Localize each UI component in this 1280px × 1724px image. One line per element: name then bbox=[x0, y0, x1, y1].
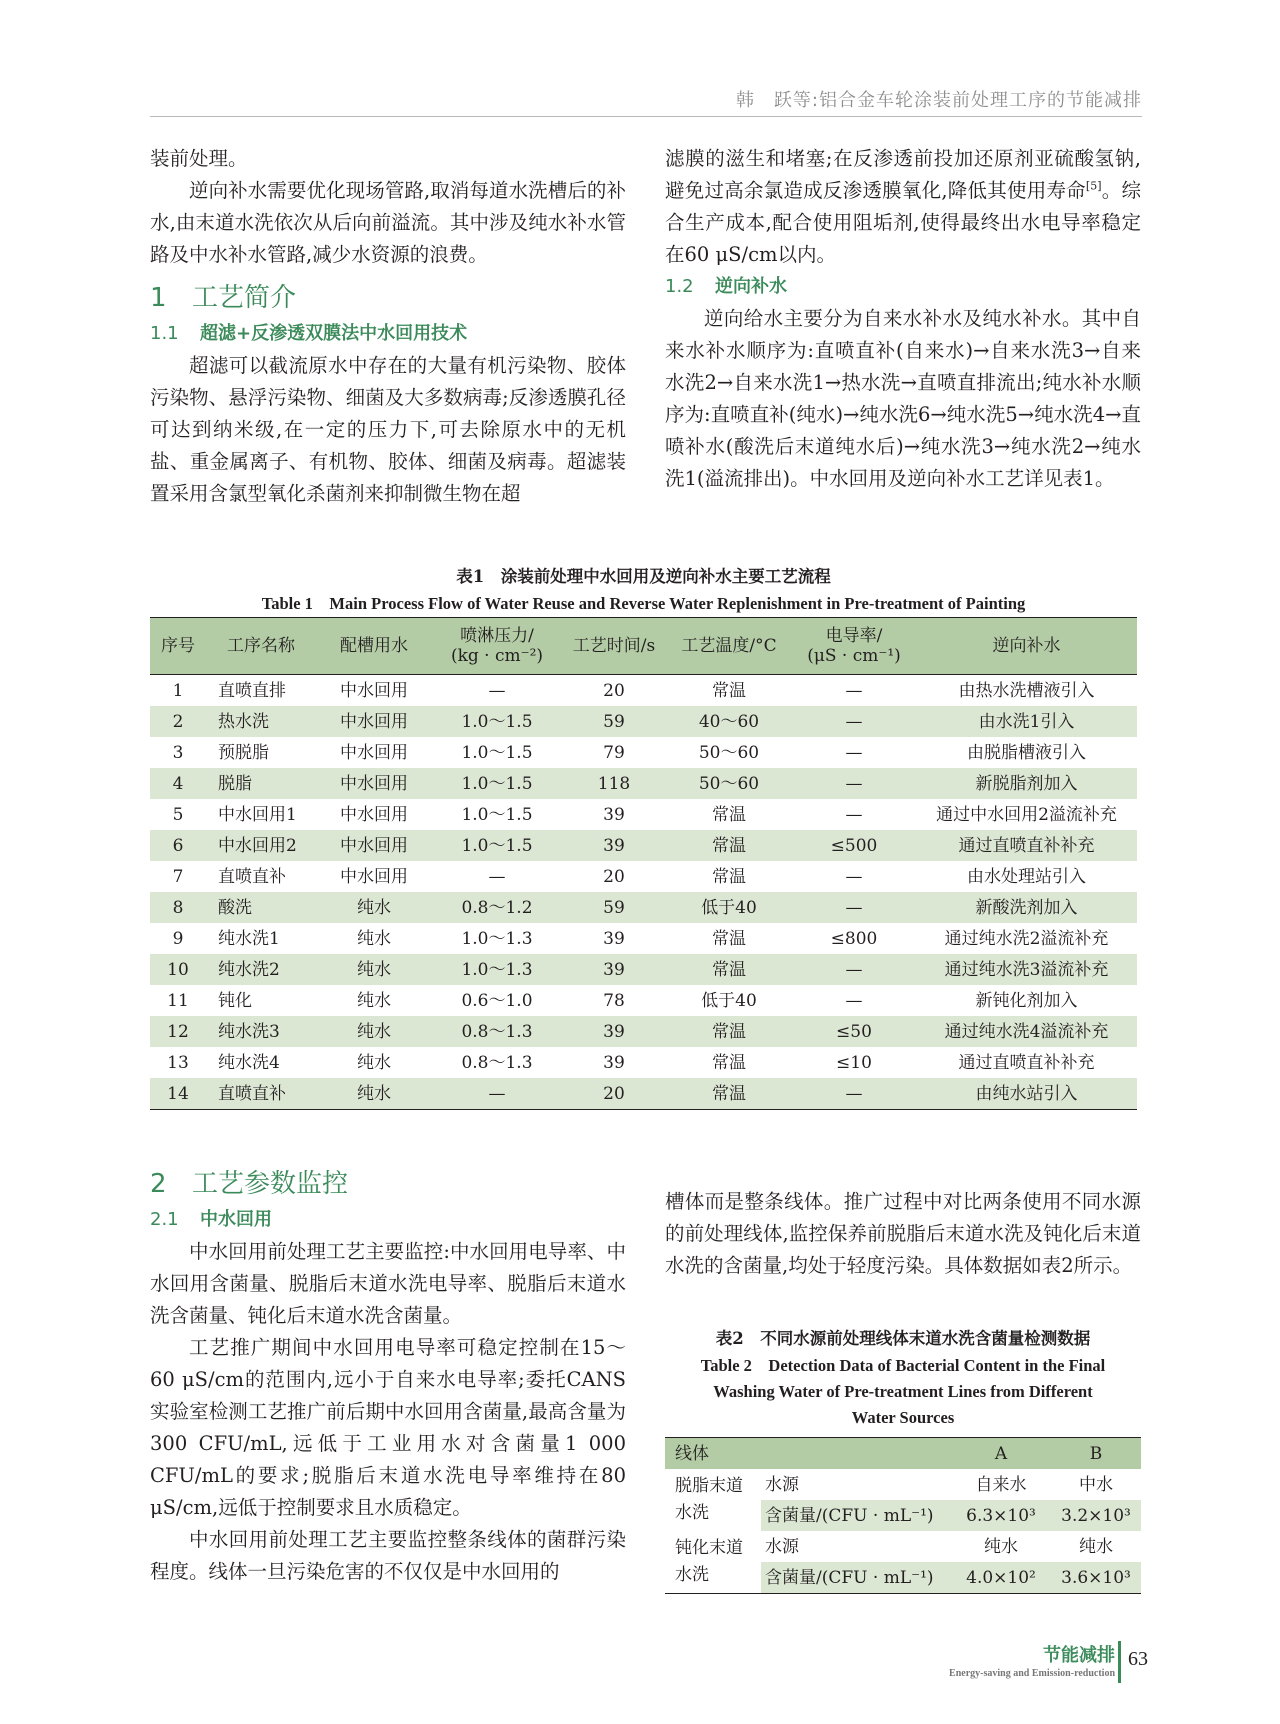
table-cell: 常温 bbox=[712, 680, 746, 701]
table-cell: — bbox=[792, 892, 916, 923]
table-cell: 12 bbox=[150, 1016, 206, 1047]
table-cell: 14 bbox=[150, 1078, 206, 1110]
subsection-title: 中水回用 bbox=[200, 1209, 272, 1230]
header-cell: 工序名称 bbox=[206, 618, 316, 675]
table-cell: — bbox=[845, 866, 863, 887]
header-cell: 喷淋压力/ (kg · cm⁻²) bbox=[432, 618, 562, 675]
table-cell: 通过纯水洗2溢流补充 bbox=[944, 928, 1109, 949]
table-row bbox=[150, 706, 1137, 737]
table-cell: 中水回用 bbox=[316, 830, 432, 861]
table-cell: ≤800 bbox=[830, 928, 878, 949]
table-cell: 常温 bbox=[666, 1078, 792, 1110]
table-cell: 1.0～1.5 bbox=[432, 830, 562, 861]
table-cell: 低于40 bbox=[701, 990, 757, 1011]
table-cell: 纯水 bbox=[357, 928, 391, 949]
table-cell: — bbox=[845, 804, 863, 825]
section-1-heading bbox=[150, 278, 626, 318]
table-cell: 1.0～1.5 bbox=[461, 742, 533, 763]
table-cell: 新脱脂剂加入 bbox=[916, 768, 1137, 799]
header-cell: B bbox=[1051, 1438, 1141, 1470]
table-cell: 10 bbox=[150, 954, 206, 985]
table-cell: — bbox=[792, 954, 916, 985]
table-cell: 39 bbox=[562, 1016, 666, 1047]
table-cell: 59 bbox=[562, 892, 666, 923]
page-number: 63 bbox=[1128, 1648, 1148, 1670]
table2-caption bbox=[665, 1325, 1141, 1431]
table-cell: 纯水 bbox=[357, 990, 391, 1011]
table-cell: 1 bbox=[172, 680, 184, 701]
table-cell: 13 bbox=[167, 1052, 189, 1073]
table-cell: 低于40 bbox=[666, 892, 792, 923]
table-cell: 纯水洗3 bbox=[206, 1016, 316, 1047]
table-row bbox=[150, 1047, 1137, 1078]
table-cell: — bbox=[792, 706, 916, 737]
section-number: 1 bbox=[150, 283, 167, 313]
table-cell: 纯水洗1 bbox=[218, 928, 280, 949]
table-cell: 通过直喷直补补充 bbox=[916, 830, 1137, 861]
table-row bbox=[150, 799, 1137, 830]
table-cell: 0.6～1.0 bbox=[461, 990, 533, 1011]
paragraph-monitoring: 中水回用前处理工艺主要监控:中水回用电导率、中水回用含菌量、脱脂后末道水洗电导率、脱脂后末道水洗含菌量、钝化后末道水洗含菌量。 bbox=[150, 1240, 626, 1327]
left-column-bottom bbox=[150, 1164, 626, 1588]
paragraph-reverse-water: 逆向补水需要优化现场管路,取消每道水洗槽后的补水,由末道水洗依次从后向前溢流。其中涉及纯水补水管路及中水补水管路,减少水资源的浪费。 bbox=[150, 179, 626, 266]
table-cell: — bbox=[488, 866, 506, 887]
table-cell: — bbox=[845, 680, 863, 701]
table-cell: — bbox=[792, 768, 916, 799]
left-column-top bbox=[150, 143, 626, 510]
table-cell: 1.0～1.5 bbox=[461, 804, 533, 825]
cell: 含菌量/(CFU · mL⁻¹) bbox=[761, 1500, 951, 1531]
table-cell: 7 bbox=[172, 866, 184, 887]
table-cell: 脱脂 bbox=[206, 768, 316, 799]
cell: 3.2×10³ bbox=[1051, 1500, 1141, 1531]
table-cell: 39 bbox=[562, 954, 666, 985]
table-cell: 20 bbox=[603, 680, 625, 701]
subsection-title: 逆向补水 bbox=[715, 276, 787, 297]
table-cell: 59 bbox=[562, 706, 666, 737]
cell: 水源 bbox=[765, 1536, 799, 1557]
table-cell: 直喷直补 bbox=[206, 1078, 316, 1110]
cell: 6.3×10³ bbox=[951, 1500, 1051, 1531]
table-cell: 常温 bbox=[712, 804, 746, 825]
table-cell: 50～60 bbox=[666, 768, 792, 799]
table-cell: 纯水洗2 bbox=[206, 954, 316, 985]
subsection-1-1-heading bbox=[150, 318, 626, 350]
table-cell: 50～60 bbox=[698, 742, 760, 763]
table-cell: 20 bbox=[562, 1078, 666, 1110]
table-cell: ≤50 bbox=[792, 1016, 916, 1047]
table-cell: 6 bbox=[150, 830, 206, 861]
table2-caption-en-line1: Table 2 Detection Data of Bacterial Content in the Final bbox=[700, 1356, 1106, 1375]
citation-ref: [5] bbox=[1085, 179, 1102, 193]
header-cell: 工艺温度/°C bbox=[666, 618, 792, 675]
table1 bbox=[150, 617, 1137, 1110]
header-cell: 线体 bbox=[665, 1438, 951, 1470]
table-cell: 常温 bbox=[666, 954, 792, 985]
table1-header-row bbox=[150, 618, 1137, 675]
table-cell: 5 bbox=[172, 804, 184, 825]
running-head: 韩 跃等:铝合金车轮涂装前处理工序的节能减排 bbox=[150, 86, 1142, 117]
table2-caption-en-line2: Washing Water of Pre-treatment Lines from Different bbox=[713, 1382, 1093, 1401]
subsection-2-1-heading bbox=[150, 1204, 626, 1236]
table-cell: 中水回用 bbox=[340, 866, 408, 887]
table-cell: 1.0～1.5 bbox=[432, 706, 562, 737]
table-cell: 钝化 bbox=[218, 990, 252, 1011]
table-cell: 纯水 bbox=[316, 892, 432, 923]
table-cell: 预脱脂 bbox=[218, 742, 269, 763]
table-cell: — bbox=[792, 1078, 916, 1110]
cell: 3.6×10³ bbox=[1051, 1562, 1141, 1594]
table1-body bbox=[150, 675, 1137, 1110]
table-row bbox=[665, 1469, 1141, 1500]
section-2-heading bbox=[150, 1164, 626, 1204]
table-row bbox=[150, 768, 1137, 799]
table-row bbox=[150, 830, 1137, 861]
table-cell: 常温 bbox=[712, 866, 746, 887]
table-cell: 新钝化剂加入 bbox=[975, 990, 1078, 1011]
cell: 4.0×10² bbox=[951, 1562, 1051, 1594]
table-cell: — bbox=[845, 990, 863, 1011]
table-cell: 79 bbox=[603, 742, 625, 763]
table-cell: 由纯水站引入 bbox=[916, 1078, 1137, 1110]
header-cell: 工艺时间/s bbox=[562, 618, 666, 675]
journal-name-en: Energy-saving and Emission-reduction bbox=[949, 1668, 1115, 1679]
paragraph-ultrafiltration: 超滤可以截流原水中存在的大量有机污染物、胶体污染物、悬浮污染物、细菌及大多数病毒;反渗透膜孔径可达到纳米级,在一定的压力下,可去除原水中的无机盐、重金属离子、有机物、胶体、细菌及病毒。超滤装置采用含氯型氧化杀菌剂来抑制微生物在超 bbox=[150, 354, 626, 505]
table-cell: 118 bbox=[562, 768, 666, 799]
table-cell: 新酸洗剂加入 bbox=[916, 892, 1137, 923]
table1-caption-en: Table 1 Main Process Flow of Water Reuse and Reverse Water Replenishment in Pre-treatment of Painting bbox=[261, 594, 1026, 613]
table-cell: 由热水洗槽液引入 bbox=[958, 680, 1095, 701]
table-row bbox=[665, 1531, 1141, 1562]
table-cell: 20 bbox=[603, 866, 625, 887]
table-cell: 纯水 bbox=[316, 954, 432, 985]
cell: 水源 bbox=[765, 1474, 799, 1495]
table-cell: 酸洗 bbox=[206, 892, 316, 923]
table-cell: 中水回用1 bbox=[218, 804, 297, 825]
table-cell: 常温 bbox=[666, 830, 792, 861]
subsection-number: 2.1 bbox=[150, 1209, 179, 1230]
journal-name-cn: 节能减排 bbox=[1043, 1645, 1115, 1666]
table-cell: 3 bbox=[172, 742, 184, 763]
table-cell: 通过纯水洗4溢流补充 bbox=[916, 1016, 1137, 1047]
table-cell: 4 bbox=[150, 768, 206, 799]
table-cell: 8 bbox=[150, 892, 206, 923]
table-cell: 纯水 bbox=[316, 1016, 432, 1047]
row-group-label: 脱脂末道水洗 bbox=[675, 1476, 743, 1523]
table-row bbox=[150, 923, 1137, 954]
footer-divider bbox=[1118, 1641, 1121, 1683]
table-cell: 中水回用 bbox=[340, 804, 408, 825]
cell: 中水 bbox=[1079, 1474, 1113, 1495]
table-cell: 直喷直补 bbox=[218, 866, 286, 887]
table-cell: 39 bbox=[562, 830, 666, 861]
subsection-number: 1.2 bbox=[665, 276, 694, 297]
subsection-title: 超滤+反渗透双膜法中水回用技术 bbox=[200, 323, 468, 344]
table2-caption-cn: 表2 不同水源前处理线体末道水洗含菌量检测数据 bbox=[715, 1329, 1091, 1348]
subsection-number: 1.1 bbox=[150, 323, 179, 344]
right-column-top bbox=[665, 143, 1141, 495]
table-cell: 11 bbox=[167, 990, 189, 1011]
table-cell: — bbox=[845, 742, 863, 763]
table-cell: 2 bbox=[150, 706, 206, 737]
table-row bbox=[150, 985, 1137, 1016]
table-cell: 纯水 bbox=[316, 1078, 432, 1110]
table-cell: 0.8～1.2 bbox=[432, 892, 562, 923]
table1-caption-cn: 表1 涂装前处理中水回用及逆向补水主要工艺流程 bbox=[456, 567, 831, 586]
table-cell: 40～60 bbox=[666, 706, 792, 737]
table-cell: 1.0～1.5 bbox=[432, 768, 562, 799]
table-cell: 纯水洗4 bbox=[218, 1052, 280, 1073]
table-cell: 中水回用 bbox=[316, 706, 432, 737]
header-cell: 配槽用水 bbox=[316, 618, 432, 675]
table-row bbox=[150, 1078, 1137, 1110]
table-cell: 39 bbox=[603, 928, 625, 949]
paragraph-membrane: 滤膜的滋生和堵塞;在反渗透前投加还原剂亚硫酸氢钠,避免过高余氯造成反渗透膜氧化,降低其使用寿命[5]。综合生产成本,配合使用阻垢剂,使得最终出水电导率稳定在60 μS/cm以内。 bbox=[665, 147, 1141, 266]
table-cell: 39 bbox=[603, 1052, 625, 1073]
cell: 纯水 bbox=[1079, 1536, 1113, 1557]
table-cell: ≤10 bbox=[836, 1052, 872, 1073]
table-row bbox=[150, 737, 1137, 768]
table-cell: 常温 bbox=[666, 1016, 792, 1047]
header-cell: 逆向补水 bbox=[916, 618, 1137, 675]
cell: 纯水 bbox=[984, 1536, 1018, 1557]
table-cell: 热水洗 bbox=[206, 706, 316, 737]
paragraph-reverse-supply: 逆向给水主要分为自来水补水及纯水补水。其中自来水补水顺序为:直喷直补(自来水)→自来水洗3→自来水洗2→自来水洗1→热水洗→直喷直排流出;纯水补水顺序为:直喷直补(纯水)→纯水洗6→纯水洗5→纯水洗4→直喷补水(酸洗后末道纯水后)→纯水洗3→纯水洗2→纯水洗1(溢流排出)。中水回用及逆向补水工艺详见表1。 bbox=[665, 307, 1141, 490]
cell: 自来水 bbox=[975, 1474, 1027, 1495]
table-cell: — bbox=[432, 1078, 562, 1110]
table-cell: ≤500 bbox=[792, 830, 916, 861]
table1-caption bbox=[150, 563, 1137, 617]
table-cell: 直喷直排 bbox=[218, 680, 286, 701]
table-cell: 纯水 bbox=[357, 1052, 391, 1073]
header-cell: 电导率/ (μS · cm⁻¹) bbox=[792, 618, 916, 675]
section-title: 工艺简介 bbox=[192, 283, 297, 313]
table-row bbox=[150, 892, 1137, 923]
section-number: 2 bbox=[150, 1169, 167, 1199]
table-cell: 常温 bbox=[712, 928, 746, 949]
table-cell: 通过中水回用2溢流补充 bbox=[936, 804, 1117, 825]
cell: 含菌量/(CFU · mL⁻¹) bbox=[761, 1562, 951, 1594]
table-cell: 由脱脂槽液引入 bbox=[967, 742, 1086, 763]
table-cell: 中水回用2 bbox=[206, 830, 316, 861]
table-cell: 中水回用 bbox=[340, 680, 408, 701]
table-cell: 39 bbox=[603, 804, 625, 825]
right-column-bottom bbox=[665, 1186, 1141, 1282]
table-cell: 常温 bbox=[712, 1052, 746, 1073]
table-row bbox=[150, 954, 1137, 985]
row-group-label: 钝化末道水洗 bbox=[665, 1531, 761, 1594]
table-cell: 通过直喷直补补充 bbox=[958, 1052, 1095, 1073]
section-title: 工艺参数监控 bbox=[192, 1169, 349, 1199]
table2 bbox=[665, 1437, 1141, 1594]
table-row bbox=[150, 1016, 1137, 1047]
table-cell: 78 bbox=[603, 990, 625, 1011]
table-cell: 中水回用 bbox=[340, 742, 408, 763]
table-cell: 1.0～1.3 bbox=[432, 954, 562, 985]
table-cell: 通过纯水洗3溢流补充 bbox=[916, 954, 1137, 985]
paragraph-comparison: 槽体而是整条线体。推广过程中对比两条使用不同水源的前处理线体,监控保养前脱脂后末道水洗及钝化后末道水洗的含菌量,均处于轻度污染。具体数据如表2所示。 bbox=[665, 1190, 1141, 1277]
table-cell: 1.0～1.3 bbox=[461, 928, 533, 949]
table-cell: 中水回用 bbox=[316, 768, 432, 799]
table-cell: 由水洗1引入 bbox=[916, 706, 1137, 737]
paragraph-continued: 装前处理。 bbox=[150, 147, 248, 170]
paragraph-contamination: 中水回用前处理工艺主要监控整条线体的菌群污染程度。线体一旦污染危害的不仅仅是中水回用的 bbox=[150, 1528, 626, 1583]
table2-header-row bbox=[665, 1438, 1141, 1470]
header-cell: A bbox=[951, 1438, 1051, 1470]
header-cell: 序号 bbox=[150, 618, 206, 675]
table-cell: 0.8～1.3 bbox=[461, 1052, 533, 1073]
table-cell: 9 bbox=[172, 928, 184, 949]
table-cell: — bbox=[488, 680, 506, 701]
table-cell: 0.8～1.3 bbox=[432, 1016, 562, 1047]
table-row bbox=[150, 861, 1137, 892]
table-row bbox=[150, 675, 1137, 707]
subsection-1-2-heading bbox=[665, 271, 1141, 303]
table2-caption-en-line3: Water Sources bbox=[851, 1408, 955, 1427]
paragraph-conductivity: 工艺推广期间中水回用电导率可稳定控制在15～60 μS/cm的范围内,远小于自来水电导率;委托CANS实验室检测工艺推广前后期中水回用含菌量,最高含量为300 CFU/mL,远低于工业用水对含菌量1 000 CFU/mL的要求;脱脂后末道水洗电导率维持在80 μS/cm,远低于控制要求且水质稳定。 bbox=[150, 1336, 626, 1519]
table-cell: 由水处理站引入 bbox=[967, 866, 1086, 887]
